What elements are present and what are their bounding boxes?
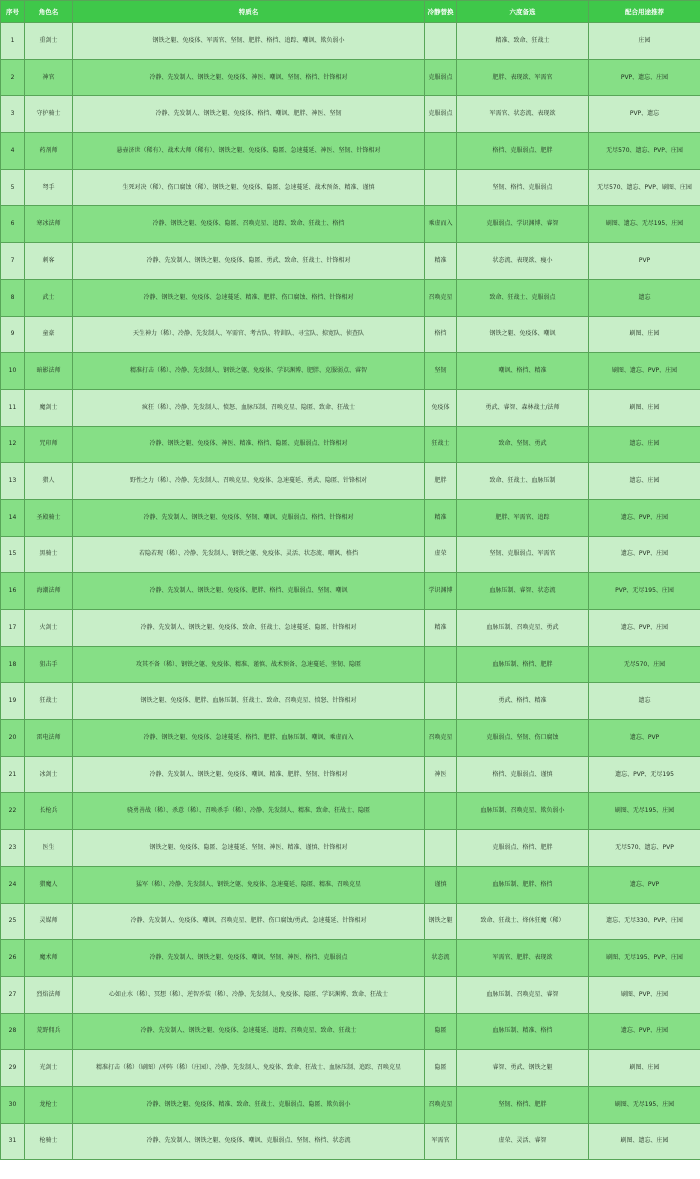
cell-six-degree-alternatives: 克服弱点、学识渊博、睿智 — [457, 206, 589, 243]
table-row — [1, 279, 700, 316]
cell-recommended-usage: 遗忘、无尽330、PVP、庄园 — [589, 903, 700, 940]
header-six-degree-alternatives: 六度备选 — [457, 1, 589, 23]
cell-traits: 冷静、钢铁之躯、免疫体、急速蔓延、精准、肥胖、伤口腐蚀、格挡、针锋相对 — [73, 279, 425, 316]
cell-calm-replacement — [425, 830, 457, 867]
table-body — [1, 23, 700, 1160]
cell-traits: 天生神力（稀）、冷静、先发制人、军需官、考古队、特训队、寻宝队、掠宽队、侦查队 — [73, 316, 425, 353]
header-index: 序号 — [1, 1, 25, 23]
cell-traits: 冷静、钢铁之躯、免疫体、神医、精准、格挡、隐匿、克服弱点、针锋相对 — [73, 426, 425, 463]
cell-index: 20 — [1, 720, 25, 757]
cell-role-name: 弩手 — [25, 169, 73, 206]
cell-six-degree-alternatives: 坚韧、克服弱点、军需官 — [457, 536, 589, 573]
cell-index: 14 — [1, 499, 25, 536]
table-row — [1, 389, 700, 426]
table-row — [1, 720, 700, 757]
cell-role-name: 狙击手 — [25, 646, 73, 683]
cell-calm-replacement: 学识渊博 — [425, 573, 457, 610]
cell-recommended-usage: PVP、遗忘、庄园 — [589, 59, 700, 96]
cell-six-degree-alternatives: 肥胖、表现欲、军需官 — [457, 59, 589, 96]
cell-role-name: 火剑士 — [25, 610, 73, 647]
cell-traits: 冷静、先发制人、钢铁之躯、免疫体、格挡、嘲讽、肥胖、神医、坚韧 — [73, 96, 425, 133]
cell-index: 7 — [1, 243, 25, 280]
cell-role-name: 重剑士 — [25, 23, 73, 60]
cell-calm-replacement: 神医 — [425, 756, 457, 793]
cell-six-degree-alternatives: 嘲讽、格挡、精准 — [457, 353, 589, 390]
table-row — [1, 646, 700, 683]
cell-traits: 钢铁之躯、免疫体、肥胖、血脉压制、狂战士、致命、召唤克星、愤怒、针锋相对 — [73, 683, 425, 720]
cell-six-degree-alternatives: 致命、狂战士、血脉压制 — [457, 463, 589, 500]
cell-recommended-usage: 遗忘、PVP、庄园 — [589, 499, 700, 536]
header-calm-replacement: 冷静替换 — [425, 1, 457, 23]
cell-index: 27 — [1, 976, 25, 1013]
cell-calm-replacement: 状态流 — [425, 940, 457, 977]
table-row — [1, 353, 700, 390]
cell-calm-replacement: 乘虚而入 — [425, 206, 457, 243]
cell-six-degree-alternatives: 克服弱点、坚韧、伤口腐蚀 — [457, 720, 589, 757]
table-row — [1, 1123, 700, 1160]
cell-index: 1 — [1, 23, 25, 60]
cell-traits: 冷静、钢铁之躯、免疫体、隐匿、召唤克星、追踪、致命、狂战士、格挡 — [73, 206, 425, 243]
cell-traits: 冷静、先发制人、钢铁之躯、免疫体、坚韧、嘲讽、克服弱点、格挡、针锋相对 — [73, 499, 425, 536]
cell-traits: 若隐若现（稀）、冷静、先发制人、钢铁之躯、免疫体、灵活、状态流、嘲讽、格挡 — [73, 536, 425, 573]
cell-role-name: 圣殿骑士 — [25, 499, 73, 536]
cell-six-degree-alternatives: 军需官、状态流、表现欲 — [457, 96, 589, 133]
cell-index: 23 — [1, 830, 25, 867]
table-row — [1, 23, 700, 60]
cell-role-name: 猎魔人 — [25, 866, 73, 903]
table-row — [1, 426, 700, 463]
cell-index: 2 — [1, 59, 25, 96]
cell-role-name: 刺客 — [25, 243, 73, 280]
cell-role-name: 魔术师 — [25, 940, 73, 977]
cell-calm-replacement: 谨慎 — [425, 866, 457, 903]
cell-recommended-usage: PVP — [589, 243, 700, 280]
cell-traits: 生死对决（稀）、伤口腐蚀（稀）、钢铁之躯、免疫体、隐匿、急速蔓延、战术预备、精准、谨慎 — [73, 169, 425, 206]
table-header — [1, 1, 700, 23]
cell-calm-replacement: 召唤克星 — [425, 279, 457, 316]
cell-recommended-usage: 遗忘 — [589, 279, 700, 316]
cell-role-name: 雷电法师 — [25, 720, 73, 757]
cell-traits: 冷静、先发制人、免疫体、嘲讽、召唤克星、肥胖、伤口腐蚀/勇武、急速蔓延、针锋相对 — [73, 903, 425, 940]
cell-traits: 钢铁之躯、免疫体、军需官、坚韧、肥胖、格挡、追踪、嘲讽、欺负弱小 — [73, 23, 425, 60]
cell-traits: 冷静、先发制人、钢铁之躯、免疫体、致命、狂战士、急速蔓延、隐匿、针锋相对 — [73, 610, 425, 647]
cell-recommended-usage: 无尽570、庄园 — [589, 646, 700, 683]
cell-index: 4 — [1, 133, 25, 170]
cell-six-degree-alternatives: 血脉压制、格挡、肥胖 — [457, 646, 589, 683]
cell-calm-replacement: 钢铁之躯 — [425, 903, 457, 940]
cell-traits: 悬壶济世（稀有）、战术大师（稀有）、钢铁之躯、免疫体、隐匿、急速蔓延、神医、坚韧、针锋相对 — [73, 133, 425, 170]
cell-role-name: 烈焰法师 — [25, 976, 73, 1013]
cell-six-degree-alternatives: 克服弱点、格挡、肥胖 — [457, 830, 589, 867]
cell-index: 10 — [1, 353, 25, 390]
table-row — [1, 1050, 700, 1087]
cell-traits: 冷静、先发制人、钢铁之躯、免疫体、嘲讽、精准、肥胖、坚韧、针锋相对 — [73, 756, 425, 793]
cell-role-name: 冰剑士 — [25, 756, 73, 793]
cell-traits: 冷静、先发制人、钢铁之躯、免疫体、肥胖、格挡、克服弱点、坚韧、嘲讽 — [73, 573, 425, 610]
cell-index: 6 — [1, 206, 25, 243]
table-row — [1, 866, 700, 903]
cell-six-degree-alternatives: 血脉压制、睿智、状态流 — [457, 573, 589, 610]
table-row — [1, 499, 700, 536]
cell-traits: 冷静、先发制人、钢铁之躯、免疫体、神医、嘲讽、坚韧、格挡、针锋相对 — [73, 59, 425, 96]
cell-index: 29 — [1, 1050, 25, 1087]
cell-traits: 骁勇善战（稀）、杀意（稀）、召唤杀手（稀）、冷静、先发制人、精准、致命、狂战士、隐匿 — [73, 793, 425, 830]
cell-calm-replacement: 肥胖 — [425, 463, 457, 500]
cell-calm-replacement: 精准 — [425, 243, 457, 280]
cell-calm-replacement: 克服弱点 — [425, 96, 457, 133]
cell-traits: 钢铁之躯、免疫体、隐匿、急速蔓延、坚韧、神医、精准、谨慎、针锋相对 — [73, 830, 425, 867]
cell-recommended-usage: 无尽570、遗忘、PVP — [589, 830, 700, 867]
cell-index: 28 — [1, 1013, 25, 1050]
cell-index: 24 — [1, 866, 25, 903]
cell-role-name: 守护骑士 — [25, 96, 73, 133]
cell-recommended-usage: PVP、无尽195、庄园 — [589, 573, 700, 610]
cell-index: 11 — [1, 389, 25, 426]
cell-role-name: 童豪 — [25, 316, 73, 353]
cell-calm-replacement — [425, 23, 457, 60]
cell-calm-replacement: 坚韧 — [425, 353, 457, 390]
cell-role-name: 咒印师 — [25, 426, 73, 463]
header-role-name: 角色名 — [25, 1, 73, 23]
table-row — [1, 830, 700, 867]
cell-index: 15 — [1, 536, 25, 573]
cell-calm-replacement: 免疫体 — [425, 389, 457, 426]
cell-traits: 冷静、先发制人、钢铁之躯、免疫体、隐匿、勇武、致命、狂战士、针锋相对 — [73, 243, 425, 280]
cell-traits: 冷静、先发制人、钢铁之躯、免疫体、嘲讽、坚韧、神医、格挡、克服弱点 — [73, 940, 425, 977]
cell-recommended-usage: 无尽570、遗忘、PVP、庄园 — [589, 133, 700, 170]
table-row — [1, 1086, 700, 1123]
cell-calm-replacement: 军需官 — [425, 1123, 457, 1160]
cell-six-degree-alternatives: 坚韧、格挡、肥胖 — [457, 1086, 589, 1123]
cell-role-name: 药剂师 — [25, 133, 73, 170]
cell-recommended-usage: 刷图、庄园 — [589, 316, 700, 353]
cell-role-name: 狂战士 — [25, 683, 73, 720]
cell-six-degree-alternatives: 血脉压制、精准、格挡 — [457, 1013, 589, 1050]
cell-role-name: 医生 — [25, 830, 73, 867]
cell-six-degree-alternatives: 格挡、克服弱点、谨慎 — [457, 756, 589, 793]
cell-role-name: 神官 — [25, 59, 73, 96]
cell-role-name: 寒冰法师 — [25, 206, 73, 243]
cell-index: 21 — [1, 756, 25, 793]
table-row — [1, 536, 700, 573]
cell-calm-replacement — [425, 169, 457, 206]
cell-six-degree-alternatives: 钢铁之躯、免疫体、嘲讽 — [457, 316, 589, 353]
cell-traits: 冷静、钢铁之躯、免疫体、精准、致命、狂战士、克服弱点、隐匿、欺负弱小 — [73, 1086, 425, 1123]
table-row — [1, 903, 700, 940]
table-row — [1, 243, 700, 280]
cell-calm-replacement — [425, 133, 457, 170]
table-row — [1, 206, 700, 243]
cell-traits: 攻其不备（稀）、钢铁之躯、免疫体、精准、谨慎、战术预备、急速蔓延、坚韧、隐匿 — [73, 646, 425, 683]
cell-traits: 猛军（稀）、冷静、先发制人、钢铁之躯、免疫体、急速蔓延、隐匿、精准、召唤克星 — [73, 866, 425, 903]
cell-recommended-usage: 遗忘、庄园 — [589, 463, 700, 500]
table-row — [1, 133, 700, 170]
cell-recommended-usage: 遗忘、PVP、无尽195 — [589, 756, 700, 793]
cell-index: 8 — [1, 279, 25, 316]
table-row — [1, 573, 700, 610]
cell-calm-replacement — [425, 646, 457, 683]
cell-six-degree-alternatives: 勇武、格挡、精准 — [457, 683, 589, 720]
cell-calm-replacement — [425, 793, 457, 830]
cell-index: 19 — [1, 683, 25, 720]
cell-calm-replacement — [425, 976, 457, 1013]
cell-index: 26 — [1, 940, 25, 977]
cell-index: 17 — [1, 610, 25, 647]
table-row — [1, 463, 700, 500]
cell-traits: 冷静、钢铁之躯、免疫体、急速蔓延、格挡、肥胖、血脉压制、嘲讽、乘虚而入 — [73, 720, 425, 757]
cell-index: 13 — [1, 463, 25, 500]
cell-recommended-usage: 刷图、遗忘、PVP、庄园 — [589, 353, 700, 390]
cell-six-degree-alternatives: 状态流、表现欲、瘦小 — [457, 243, 589, 280]
table-row — [1, 96, 700, 133]
cell-index: 30 — [1, 1086, 25, 1123]
table-row — [1, 793, 700, 830]
cell-six-degree-alternatives: 精准、致命、狂战士 — [457, 23, 589, 60]
header-row — [1, 1, 700, 23]
cell-role-name: 枪骑士 — [25, 1123, 73, 1160]
table-row — [1, 610, 700, 647]
cell-traits: 疯狂（稀）、冷静、先发制人、愤怒、血脉压制、召唤克星、隐匿、致命、狂战士 — [73, 389, 425, 426]
cell-calm-replacement: 克服弱点 — [425, 59, 457, 96]
cell-recommended-usage: 刷图、庄园 — [589, 1050, 700, 1087]
cell-calm-replacement: 召唤克星 — [425, 720, 457, 757]
cell-six-degree-alternatives: 血脉压制、肥胖、格挡 — [457, 866, 589, 903]
cell-index: 3 — [1, 96, 25, 133]
cell-traits: 精准打击（稀）（刷图）/冲阵（稀）（庄园）、冷静、先发制人、免疫体、致命、狂战士、血脉压制、追踪、召唤克星 — [73, 1050, 425, 1087]
cell-role-name: 灵媒师 — [25, 903, 73, 940]
table-row — [1, 940, 700, 977]
cell-recommended-usage: 遗忘、PVP — [589, 866, 700, 903]
cell-recommended-usage: 遗忘、PVP — [589, 720, 700, 757]
cell-six-degree-alternatives: 致命、坚韧、勇武 — [457, 426, 589, 463]
cell-six-degree-alternatives: 坚韧、格挡、克服弱点 — [457, 169, 589, 206]
cell-six-degree-alternatives: 致命、狂战士、克服弱点 — [457, 279, 589, 316]
cell-index: 16 — [1, 573, 25, 610]
cell-recommended-usage: 庄园 — [589, 23, 700, 60]
cell-role-name: 光剑士 — [25, 1050, 73, 1087]
cell-calm-replacement: 狂战士 — [425, 426, 457, 463]
cell-six-degree-alternatives: 虚荣、灵活、睿智 — [457, 1123, 589, 1160]
cell-role-name: 长枪兵 — [25, 793, 73, 830]
cell-calm-replacement: 精准 — [425, 499, 457, 536]
cell-role-name: 荒野佣兵 — [25, 1013, 73, 1050]
cell-recommended-usage: 刷图、遗忘、庄园 — [589, 1123, 700, 1160]
cell-six-degree-alternatives: 致命、狂战士、烽休狂魔（稀） — [457, 903, 589, 940]
cell-traits: 冷静、先发制人、钢铁之躯、免疫体、嘲讽、克服弱点、坚韧、格挡、状态流 — [73, 1123, 425, 1160]
header-recommended-usage: 配合用途推荐 — [589, 1, 700, 23]
cell-recommended-usage: 刷图、无尽195、PVP、庄园 — [589, 940, 700, 977]
cell-recommended-usage: 刷图、无尽195、庄园 — [589, 793, 700, 830]
cell-recommended-usage: 遗忘、PVP、庄园 — [589, 536, 700, 573]
cell-calm-replacement: 精准 — [425, 610, 457, 647]
cell-role-name: 猎人 — [25, 463, 73, 500]
table-row — [1, 316, 700, 353]
cell-index: 12 — [1, 426, 25, 463]
cell-index: 31 — [1, 1123, 25, 1160]
cell-recommended-usage: 无尽570、遗忘、PVP、刷图、庄园 — [589, 169, 700, 206]
table-row — [1, 1013, 700, 1050]
cell-calm-replacement: 隐匿 — [425, 1013, 457, 1050]
cell-calm-replacement: 召唤克星 — [425, 1086, 457, 1123]
cell-role-name: 海潮法师 — [25, 573, 73, 610]
cell-recommended-usage: 遗忘、PVP、庄园 — [589, 610, 700, 647]
cell-traits: 冷静、先发制人、钢铁之躯、免疫体、急速蔓延、追踪、召唤克星、致命、狂战士 — [73, 1013, 425, 1050]
cell-six-degree-alternatives: 睿智、勇武、钢铁之躯 — [457, 1050, 589, 1087]
cell-traits: 心如止水（稀）、冥想（稀）、逆智乔装（稀）、冷静、先发制人、免疫体、隐匿、学识渊博、致命、狂战士 — [73, 976, 425, 1013]
table-row — [1, 59, 700, 96]
cell-role-name: 暗影法师 — [25, 353, 73, 390]
cell-index: 22 — [1, 793, 25, 830]
cell-index: 25 — [1, 903, 25, 940]
table-row — [1, 756, 700, 793]
table-row — [1, 976, 700, 1013]
cell-index: 18 — [1, 646, 25, 683]
cell-role-name: 武士 — [25, 279, 73, 316]
cell-recommended-usage: PVP、遗忘 — [589, 96, 700, 133]
cell-traits: 野性之力（稀）、冷静、先发制人、召唤克星、免疫体、急速蔓延、勇武、隐匿、针锋相对 — [73, 463, 425, 500]
cell-recommended-usage: 刷图、遗忘、无尽195、庄园 — [589, 206, 700, 243]
cell-role-name: 龙枪士 — [25, 1086, 73, 1123]
cell-index: 9 — [1, 316, 25, 353]
cell-six-degree-alternatives: 勇武、睿智、森林战士/法师 — [457, 389, 589, 426]
cell-calm-replacement: 隐匿 — [425, 1050, 457, 1087]
table-row — [1, 169, 700, 206]
cell-recommended-usage: 遗忘、PVP、庄园 — [589, 1013, 700, 1050]
table-row — [1, 683, 700, 720]
cell-calm-replacement: 格挡 — [425, 316, 457, 353]
cell-six-degree-alternatives: 肥胖、军需官、追踪 — [457, 499, 589, 536]
cell-six-degree-alternatives: 格挡、克服弱点、肥胖 — [457, 133, 589, 170]
cell-six-degree-alternatives: 军需官、肥胖、表现欲 — [457, 940, 589, 977]
cell-recommended-usage: 刷图、PVP、庄园 — [589, 976, 700, 1013]
cell-role-name: 魔剑士 — [25, 389, 73, 426]
cell-traits: 精准打击（稀）、冷静、先发制人、钢铁之躯、免疫体、学识渊博、肥胖、克服弱点、睿智 — [73, 353, 425, 390]
cell-calm-replacement: 虚荣 — [425, 536, 457, 573]
cell-recommended-usage: 遗忘 — [589, 683, 700, 720]
cell-calm-replacement — [425, 683, 457, 720]
cell-index: 5 — [1, 169, 25, 206]
cell-six-degree-alternatives: 血脉压制、召唤克星、睿智 — [457, 976, 589, 1013]
cell-six-degree-alternatives: 血脉压制、召唤克星、勇武 — [457, 610, 589, 647]
cell-six-degree-alternatives: 血脉压制、召唤克星、欺负弱小 — [457, 793, 589, 830]
header-traits: 特质名 — [73, 1, 425, 23]
cell-recommended-usage: 遗忘、庄园 — [589, 426, 700, 463]
cell-recommended-usage: 刷图、庄园 — [589, 389, 700, 426]
cell-role-name: 黑骑士 — [25, 536, 73, 573]
cell-recommended-usage: 刷图、无尽195、庄园 — [589, 1086, 700, 1123]
